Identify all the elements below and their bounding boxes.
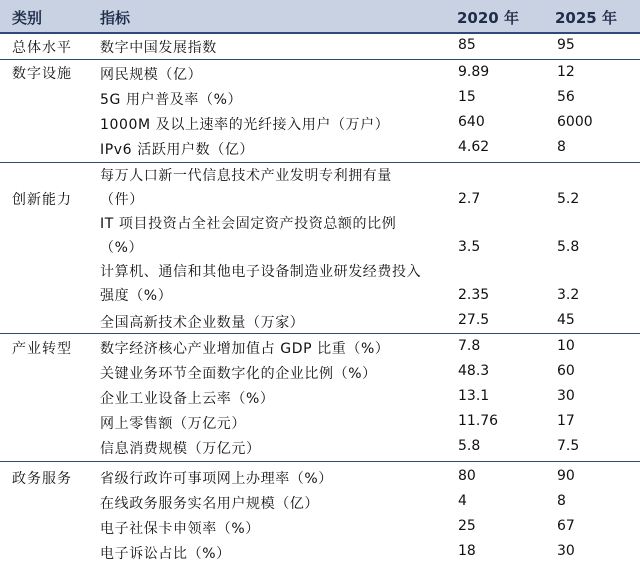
value-2025: 8 [557, 139, 566, 155]
indicator-cell: 1000M 及以上速率的光纤接入用户（万户） [100, 117, 390, 133]
category-label: 总体水平 [12, 40, 72, 56]
indicator-cell: 信息消费规模（万亿元） [100, 441, 261, 457]
value-2020: 2.35 [458, 287, 490, 303]
table-header [0, 0, 640, 34]
group-industrial-transformation [0, 334, 640, 462]
group-government-services [0, 462, 640, 567]
header-category: 类别 [12, 9, 43, 27]
value-2020: 48.3 [458, 363, 490, 379]
value-2025: 7.5 [557, 438, 580, 454]
value-2025: 5.2 [557, 191, 580, 207]
value-2025: 10 [557, 338, 575, 354]
indicator-cell: 数字中国发展指数 [100, 40, 217, 56]
indicator-cell: 电子诉讼占比（%） [100, 546, 231, 562]
header-2020: 2020 年 [457, 9, 519, 27]
value-2020: 11.76 [458, 413, 499, 429]
value-2020: 25 [458, 518, 476, 534]
value-2025: 67 [557, 518, 575, 534]
value-2020: 18 [458, 543, 476, 559]
value-2020: 13.1 [458, 388, 490, 404]
value-2025: 30 [557, 543, 575, 559]
indicator-cell: 网民规模（亿） [100, 67, 203, 83]
indicator-cell: 企业工业设备上云率（%） [100, 391, 275, 407]
indicator-cell: 每万人口新一代信息技术产业发明专利拥有量 [100, 168, 392, 184]
indicator-cell: 5G 用户普及率（%） [100, 92, 243, 108]
value-2020: 3.5 [458, 239, 481, 255]
value-2020: 5.8 [458, 438, 481, 454]
value-2025: 60 [557, 363, 575, 379]
value-2025: 56 [557, 89, 575, 105]
indicator-cell: 网上零售额（万亿元） [100, 416, 246, 432]
category-label: 政务服务 [12, 471, 72, 487]
indicator-cell-continued: 强度（%） [100, 288, 173, 304]
value-2025: 95 [557, 37, 575, 53]
indicator-cell: 数字经济核心产业增加值占 GDP 比重（%） [100, 341, 390, 357]
value-2020: 2.7 [458, 191, 481, 207]
value-2020: 4.62 [458, 139, 490, 155]
indicator-cell: 关键业务环节全面数字化的企业比例（%） [100, 366, 377, 382]
header-2025: 2025 年 [555, 9, 617, 27]
value-2020: 640 [458, 114, 485, 130]
value-2025: 90 [557, 468, 575, 484]
value-2025: 8 [557, 493, 566, 509]
header-indicator: 指标 [100, 9, 131, 27]
value-2020: 15 [458, 89, 476, 105]
value-2025: 5.8 [557, 239, 580, 255]
value-2025: 17 [557, 413, 575, 429]
value-2025: 6000 [557, 114, 593, 130]
value-2020: 9.89 [458, 64, 490, 80]
group-overall [0, 34, 640, 60]
indicator-cell: IPv6 活跃用户数（亿） [100, 142, 255, 158]
value-2020: 85 [458, 37, 476, 53]
value-2025: 12 [557, 64, 575, 80]
value-2020: 4 [458, 493, 467, 509]
indicator-cell: 在线政务服务实名用户规模（亿） [100, 496, 319, 512]
value-2025: 45 [557, 312, 575, 328]
category-label: 数字设施 [12, 66, 72, 82]
value-2020: 80 [458, 468, 476, 484]
indicator-cell: 电子社保卡申领率（%） [100, 521, 260, 537]
indicator-cell-continued: （%） [100, 240, 144, 256]
indicator-cell-continued: （件） [100, 192, 144, 208]
value-2025: 3.2 [557, 287, 580, 303]
category-label: 创新能力 [12, 192, 72, 208]
value-2020: 27.5 [458, 312, 490, 328]
indicator-cell: 计算机、通信和其他电子设备制造业研发经费投入 [100, 264, 422, 280]
indicator-cell: 全国高新技术企业数量（万家） [100, 315, 305, 331]
category-label: 产业转型 [12, 341, 72, 357]
group-innovation [0, 163, 640, 334]
indicator-cell: IT 项目投资占全社会固定资产投资总额的比例 [100, 216, 397, 232]
value-2025: 30 [557, 388, 575, 404]
value-2020: 7.8 [458, 338, 481, 354]
group-digital-infrastructure [0, 60, 640, 163]
indicator-cell: 省级行政许可事项网上办理率（%） [100, 471, 333, 487]
